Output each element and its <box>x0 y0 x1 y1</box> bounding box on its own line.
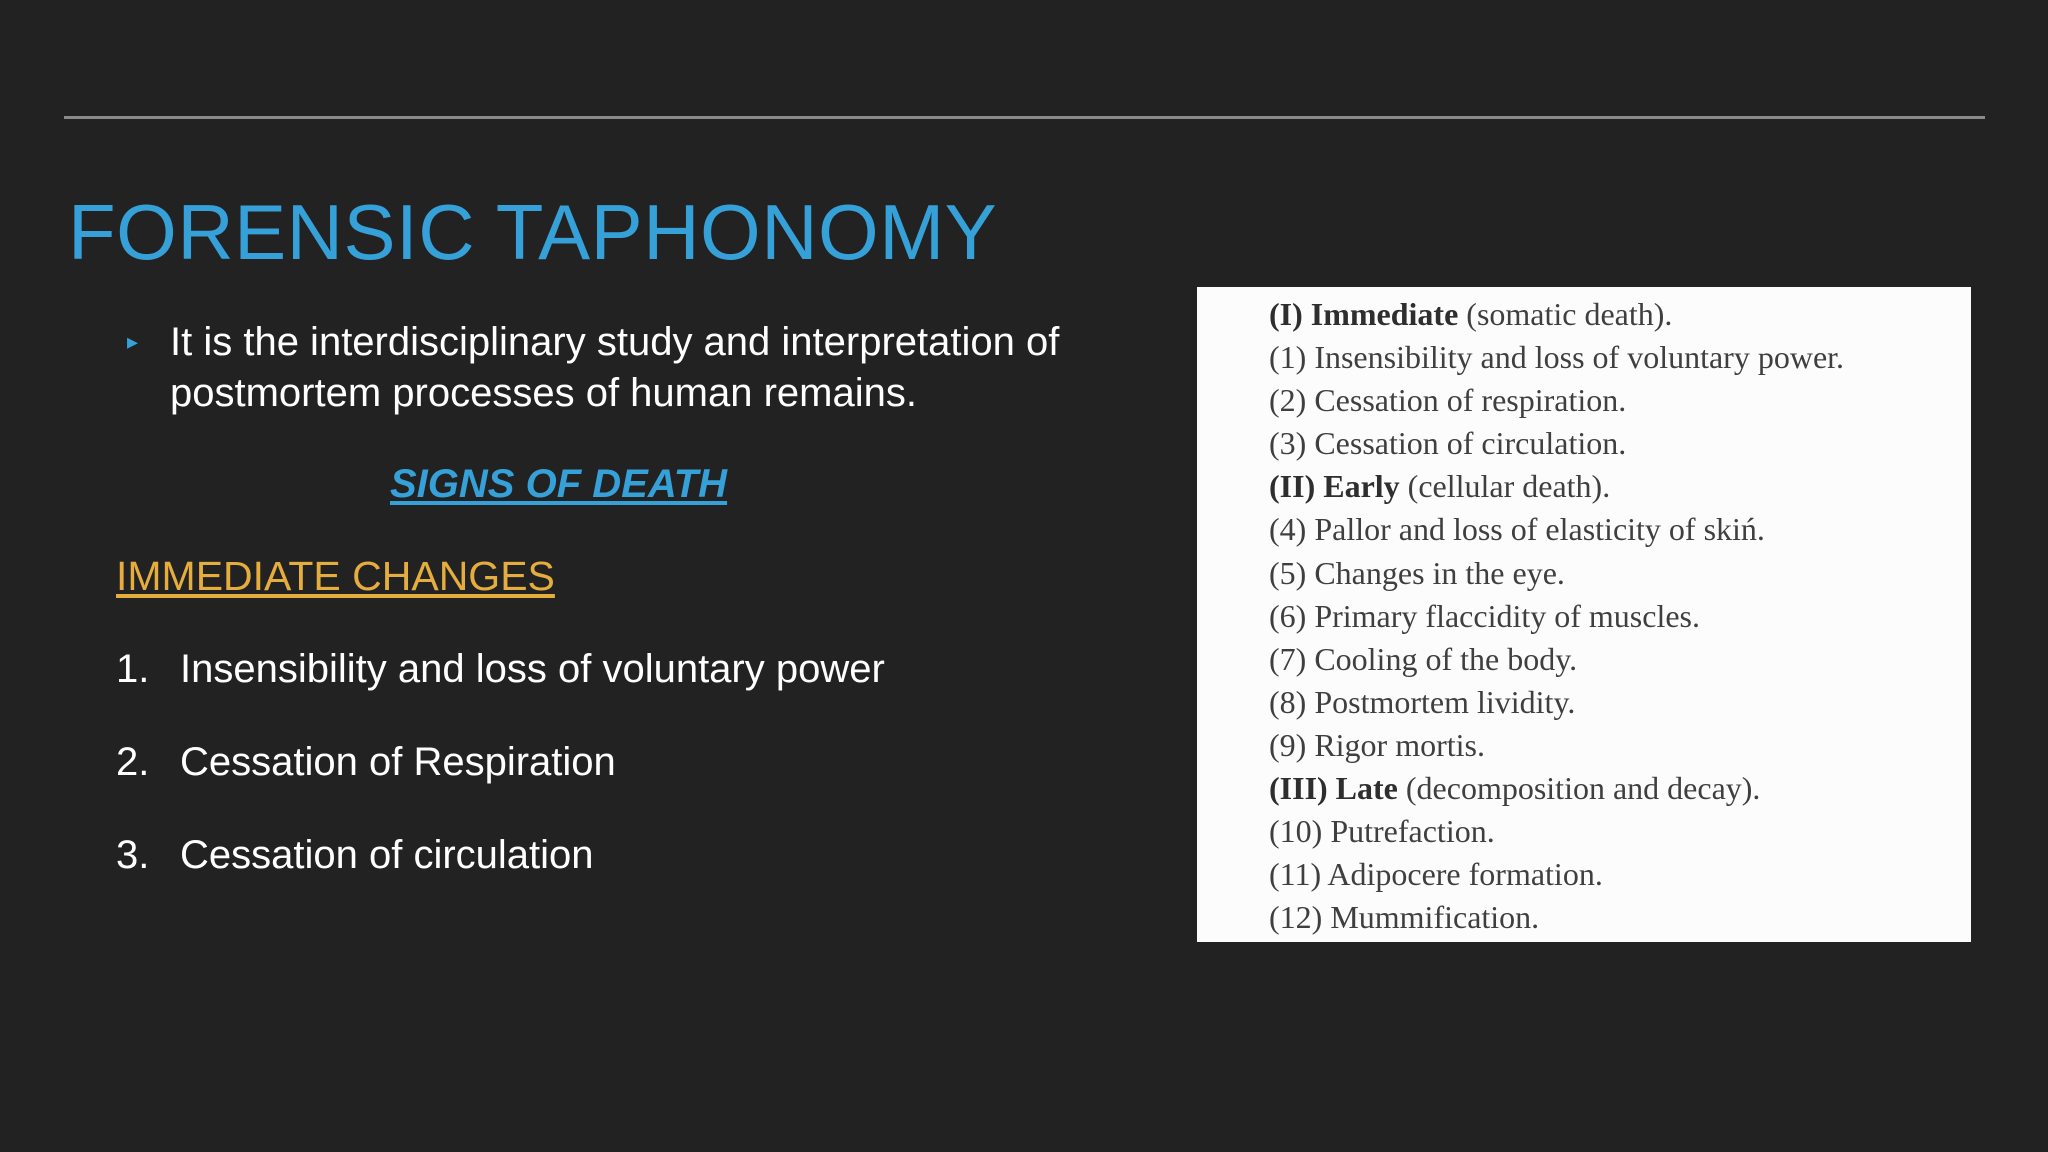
scan-line-text: (12) Mummification. <box>1269 899 1540 936</box>
scan-line-bold: (II) Early <box>1269 468 1400 505</box>
scan-line <box>1269 681 1844 724</box>
scan-line-text: (cellular death). <box>1399 468 1611 505</box>
scan-line-text: (somatic death). <box>1458 296 1673 332</box>
scan-line-text: (11) Adipocere formation. <box>1269 856 1603 893</box>
signs-of-death-heading: SIGNS OF DEATH <box>390 462 728 506</box>
scan-line-bold: (III) Late <box>1269 770 1398 807</box>
scan-line-text: (2) Cessation of respiration. <box>1269 382 1627 419</box>
scan-line <box>1269 638 1844 681</box>
scan-line-bold: (I) Immediate <box>1269 296 1459 332</box>
scan-line <box>1269 853 1844 896</box>
scanned-signs-list-image <box>1197 287 1971 942</box>
list-item-text: Cessation of Respiration <box>180 740 616 784</box>
scan-line <box>1269 336 1844 379</box>
scan-line <box>1269 810 1844 853</box>
scan-line-text: (3) Cessation of circulation. <box>1269 425 1627 462</box>
list-item-number: 3. <box>116 833 150 877</box>
slide-title: FORENSIC TAPHONOMY <box>68 188 998 276</box>
scan-line-text: (7) Cooling of the body. <box>1269 640 1578 677</box>
scan-line <box>1269 508 1844 551</box>
immediate-changes-heading: IMMEDIATE CHANGES <box>116 553 555 599</box>
list-item-number: 1. <box>116 647 150 691</box>
list-item-number: 2. <box>116 740 150 784</box>
scan-line-text: (6) Primary flaccidity of muscles. <box>1269 597 1700 634</box>
scan-line-text: (1) Insensibility and loss of voluntary power. <box>1269 339 1845 376</box>
scan-line <box>1269 552 1844 595</box>
bullet-arrow-icon: ▸ <box>127 329 139 354</box>
scan-line-text: (5) Changes in the eye. <box>1269 554 1565 591</box>
scan-line <box>1269 422 1844 465</box>
list-item-text: Insensibility and loss of voluntary power <box>180 647 885 691</box>
scan-line <box>1269 379 1844 422</box>
scan-line <box>1269 767 1844 810</box>
scan-line-text: (4) Pallor and loss of elasticity of skiń. <box>1269 511 1765 548</box>
scanned-list <box>1269 293 1844 939</box>
scan-line-text: (decomposition and decay). <box>1397 770 1761 807</box>
scan-line-text: (8) Postmortem lividity. <box>1269 683 1576 720</box>
scan-line <box>1269 595 1844 638</box>
scan-line <box>1269 465 1844 508</box>
scan-line <box>1269 896 1844 939</box>
definition-text: It is the interdisciplinary study and interpretation of postmortem processes of human remains. <box>170 320 1060 415</box>
scan-line-text: (10) Putrefaction. <box>1269 813 1495 850</box>
list-item-text: Cessation of circulation <box>180 833 594 877</box>
scan-line <box>1269 293 1844 336</box>
scan-line <box>1269 724 1844 767</box>
header-divider <box>64 116 1985 119</box>
scan-line-text: (9) Rigor mortis. <box>1269 726 1485 763</box>
